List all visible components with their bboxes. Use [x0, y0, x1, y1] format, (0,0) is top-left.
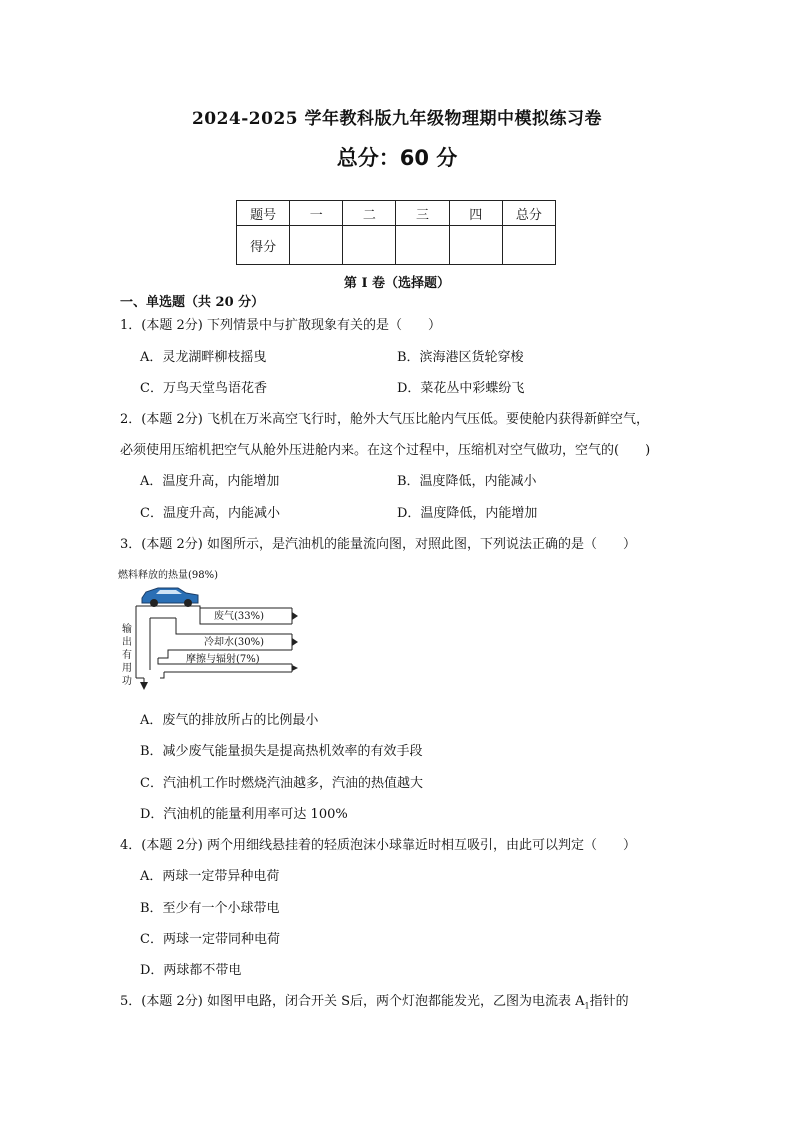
question-2-option-b: B．温度降低，内能减小 [397, 474, 537, 489]
diagram-fuel-heat-label: 燃料释放的热量(98%) [118, 570, 219, 581]
question-4-option-c: C．两球一定带同种电荷 [140, 932, 280, 947]
score-cell[interactable] [290, 226, 343, 265]
score-cell[interactable] [502, 226, 555, 265]
diagram-output-char: 功 [122, 676, 132, 687]
diagram-friction-label: 摩擦与辐射(7%) [186, 654, 260, 665]
score-table-header: 题号 [237, 201, 290, 226]
question-1-option-c: C．万鸟天堂鸟语花香 [140, 381, 267, 396]
diagram-output-char: 用 [122, 663, 132, 674]
score-cell[interactable] [396, 226, 449, 265]
question-3-option-d: D．汽油机的能量利用率可达 100% [140, 807, 348, 822]
question-3-stem: 3．(本题 2分) 如图所示，是汽油机的能量流向图，对照此图，下列说法正确的是（ ） [120, 537, 636, 552]
question-3-option-a: A．废气的排放所占的比例最小 [140, 713, 319, 728]
energy-flow-diagram [116, 566, 316, 696]
page-title: 2024-2025 学年教科版九年级物理期中模拟练习卷 [191, 109, 603, 129]
question-4-option-d: D．两球都不带电 [140, 963, 242, 978]
diagram-coolant-label: 冷却水(30%) [204, 637, 265, 648]
diagram-output-char: 有 [122, 650, 132, 661]
question-5-stem-text: 5．(本题 2分) 如图甲电路，闭合开关 S后，两个灯泡都能发光，乙图为电流表 A [120, 994, 585, 1009]
question-2-option-d: D．温度降低，内能增加 [397, 506, 538, 521]
score-table-header: 四 [449, 201, 502, 226]
score-row-label: 得分 [237, 226, 290, 265]
question-1-option-d: D．菜花丛中彩蝶纷飞 [397, 381, 525, 396]
question-3-option-b: B．减少废气能量损失是提高热机效率的有效手段 [140, 744, 423, 759]
question-1-option-a: A．灵龙湖畔柳枝摇曳 [140, 350, 267, 365]
section-heading: 第 I 卷（选择题） [343, 276, 451, 291]
diagram-output-char: 出 [122, 637, 132, 648]
question-4-option-b: B．至少有一个小球带电 [140, 901, 280, 916]
diagram-exhaust-label: 废气(33%) [214, 611, 265, 622]
score-table-header: 一 [290, 201, 343, 226]
question-4-stem: 4．(本题 2分) 两个用细线悬挂着的轻质泡沫小球靠近时相互吸引，由此可以判定（ ） [120, 838, 636, 853]
question-5-stem [120, 994, 629, 1015]
question-2-stem-line-2: 必须使用压缩机把空气从舱外压进舱内来。在这个过程中，压缩机对空气做功，空气的( ) [120, 443, 651, 458]
score-table-header: 二 [343, 201, 396, 226]
score-cell[interactable] [449, 226, 502, 265]
question-2-option-a: A．温度升高，内能增加 [140, 474, 280, 489]
question-1-option-b: B．滨海港区货轮穿梭 [397, 350, 524, 365]
question-2-option-c: C．温度升高，内能减小 [140, 506, 280, 521]
diagram-output-char: 输 [122, 624, 132, 635]
part-heading: 一、单选题（共 20 分） [120, 295, 265, 310]
score-table-header-row [237, 201, 556, 226]
score-table-header: 三 [396, 201, 449, 226]
question-1-stem: 1．(本题 2分) 下列情景中与扩散现象有关的是（ ） [120, 318, 441, 333]
question-3-option-c: C．汽油机工作时燃烧汽油越多，汽油的热值越大 [140, 776, 423, 791]
total-score-heading: 总分：60 分 [336, 146, 458, 170]
question-4-option-a: A．两球一定带异种电荷 [140, 869, 280, 884]
score-cell[interactable] [343, 226, 396, 265]
score-table-header: 总分 [502, 201, 555, 226]
question-2-stem-line-1: 2．(本题 2分) 飞机在万米高空飞行时，舱外大气压比舱内气压低。要使舱内获得新鲜空气， [120, 412, 649, 427]
score-table [236, 200, 556, 265]
car-icon [142, 588, 198, 607]
score-table-score-row [237, 226, 556, 265]
question-5-subscript: 1 [584, 1001, 590, 1011]
question-5-stem-tail: 指针的 [589, 994, 629, 1009]
